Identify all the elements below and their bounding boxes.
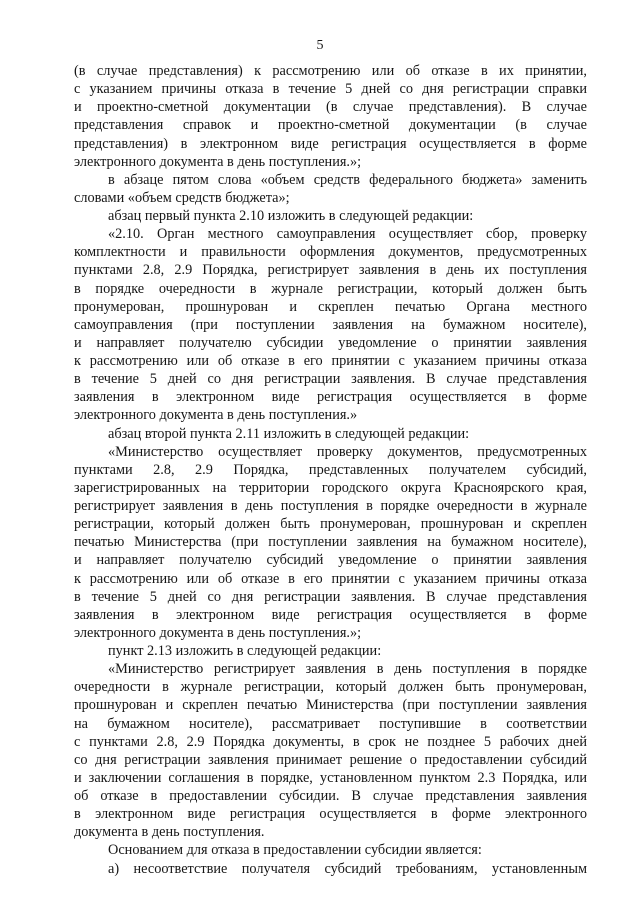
text-line: пункт 2.13 изложить в следующей редакции: (108, 643, 382, 659)
text-line: и направляет получателю субсидии уведомление о принятии заявления (74, 334, 587, 351)
text-line: абзац второй пункта 2.11 изложить в следующей редакции: (108, 425, 470, 442)
text-line: об отказе в предоставлении субсидии. В случае представления заявления (74, 788, 587, 804)
text-line: пронумерован, прошнурован и скреплен печатью Органа местного (74, 298, 587, 315)
text-line: очередности в журнале регистрации, который должен быть пронумерован, (74, 679, 587, 696)
text-line: в электронном виде регистрация осуществляется в форме электронного (74, 806, 587, 823)
text-line: пунктами 2.8, 2.9 Порядка, представленных получателем субсидий, (74, 461, 587, 478)
text-line: на бумажном носителе), рассматривает поступившие в соответствии (74, 715, 587, 732)
text-line: а) несоответствие получателя субсидий требованиям, установленным (108, 860, 587, 877)
text-line: Основанием для отказа в предоставлении субсидии является: (108, 842, 482, 859)
text-line: в порядке очередности в журнале регистрации, который должен быть (74, 280, 587, 297)
text-line: со дня регистрации заявления принимает решение о предоставлении субсидий (74, 751, 587, 768)
text-line: электронного документа в день поступления.»; (74, 153, 362, 170)
text-line: представления справок и проектно-сметной документации (в случае (74, 117, 587, 134)
text-line: прошнурован и скреплен печатью Министерства (при поступлении заявления (74, 697, 587, 714)
text-line: «Министерство регистрирует заявления в день поступления в порядке (108, 661, 587, 678)
text-line: пунктами 2.8, 2.9 Порядка, регистрирует заявления в день их поступления (74, 262, 587, 279)
text-line: «Министерство осуществляет проверку документов, предусмотренных (108, 443, 587, 460)
text-line: заявления в электронном виде регистрация осуществляется в форме (74, 606, 587, 623)
text-line: абзац первый пункта 2.10 изложить в следующей редакции: (108, 208, 474, 224)
text-line: к рассмотрению или об отказе в его принятии с указанием причины отказа (74, 570, 587, 587)
text-line: в абзаце пятом слова «объем средств федерального бюджета» заменить (108, 171, 587, 188)
page-number: 5 (316, 38, 324, 53)
text-line: с пунктами 2.8, 2.9 Порядка документы, в срок не позднее 5 рабочих дней (74, 733, 587, 750)
text-line: словами «объем средств бюджета»; (74, 189, 290, 206)
text-line: самоуправления (при поступлении заявления на бумажном носителе), (74, 316, 587, 333)
document-body (74, 62, 587, 878)
text-line: комплектности и правильности оформления документов, предусмотренных (74, 244, 587, 261)
text-line: зарегистрированных на территории городского округа Красноярского края, (74, 479, 587, 496)
text-line: документа в день поступления. (74, 824, 265, 841)
text-line: регистрации, который должен быть пронумерован, прошнурован и скреплен (74, 516, 587, 533)
text-line: к рассмотрению или об отказе в его принятии с указанием причины отказа (74, 353, 587, 369)
text-line: и заключении соглашения в порядке, установленном пунктом 2.3 Порядка, или (74, 769, 587, 786)
text-line: заявления в электронном виде регистрация осуществляется в форме (74, 389, 587, 406)
text-line: (в случае представления) к рассмотрению или об отказе в их принятии, (74, 63, 587, 79)
text-line: печатью Министерства (при поступлении заявления на бумажном носителе), (74, 534, 587, 551)
text-line: электронного документа в день поступления.»; (74, 624, 362, 641)
text-line: и проектно-сметной документации (в случае представления). В случае (74, 99, 587, 116)
text-line: «2.10. Орган местного самоуправления осуществляет сбор, проверку (108, 226, 587, 243)
text-line: электронного документа в день поступления.» (74, 407, 358, 424)
text-line: регистрирует заявления в день поступления в порядке очередности в журнале (74, 498, 587, 514)
text-line: и направляет получателю субсидий уведомление о принятии заявления (74, 552, 587, 569)
text-line: в течение 5 дней со дня регистрации заявления. В случае представления (74, 588, 587, 605)
text-line: в течение 5 дней со дня регистрации заявления. В случае представления (74, 371, 587, 388)
text-line: представления) в электронном виде регистрация осуществляется в форме (74, 135, 587, 152)
text-line: с указанием причины отказа в течение 5 дней со дня регистрации справки (74, 81, 587, 98)
